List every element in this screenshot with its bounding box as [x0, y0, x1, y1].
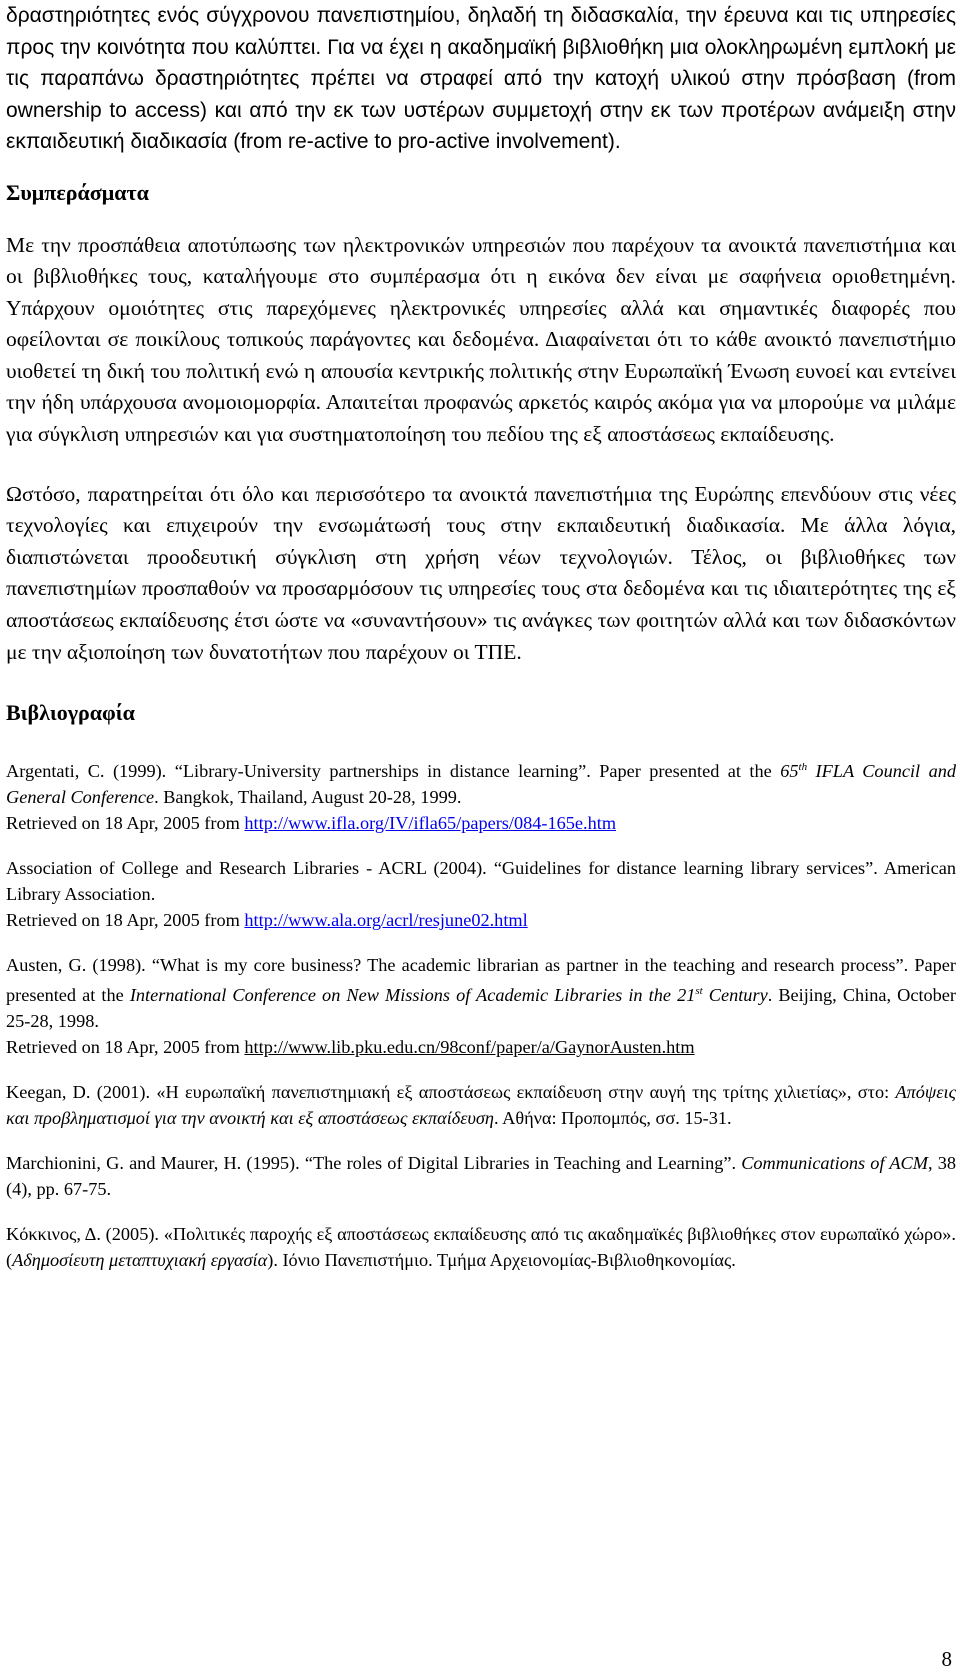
bibliography-heading: Βιβλιογραφία — [6, 700, 135, 726]
intro-paragraph: δραστηριότητες ενός σύγχρονου πανεπιστημίου, δηλαδή τη διδασκαλία, την έρευνα και τις υπηρεσίες προς την κοινότητα που καλύπτει. Για να έχει η ακαδημαϊκή βιβλιοθήκη μια ολοκληρωμένη εμπλοκή με τις παραπάνω δραστηριότητες πρέπει να στραφεί από την κατοχή υλικού στην πρόσβαση (from ownership to access) και από την εκ των υστέρων συμμετοχή στην εκ των προτέρων ανάμειξη στην εκπαιδευτική διαδικασία (from re-active to pro-active involvement). — [6, 4, 956, 153]
conclusions-paragraph-2: Ωστόσο, παρατηρείται ότι όλο και περισσότερο τα ανοικτά πανεπιστήμια της Ευρώπης επενδύουν στις νέες τεχνολογίες και επιχειρούν την ενσωμάτωσή τους στην εκπαιδευτική διαδικασία. Με άλλα λόγια, διαπιστώνεται προοδευτική σύγκλιση στη χρήση νέων τεχνολογιών. Τέλος, οι βιβλιοθήκες των πανεπιστημίων προσπαθούν να προσαρμόσουν τις υπηρεσίες τους στα δεδομένα και τις ιδιαιτερότητες της εξ αποστάσεως εκπαίδευσης έτσι ώστε να «συναντήσουν» τις ανάγκες των φοιτητών αλλά και των διδασκόντων με την αξιοποίηση των δυνατοτήτων που παρέχουν οι ΤΠΕ. — [6, 481, 956, 664]
conclusions-heading: Συμπεράσματα — [6, 179, 149, 205]
reference-item: Marchionini, G. and Maurer, H. (1995). “The roles of Digital Libraries in Teaching and Learning”. Communications of ACM, 38 (4), pp. 67-75. — [6, 1153, 956, 1200]
conclusions-paragraph-1: Με την προσπάθεια αποτύπωσης των ηλεκτρονικών υπηρεσιών που παρέχουν τα ανοικτά πανεπιστήμια και οι βιβλιοθήκες τους, καταλήγουμε στο συμπέρασμα ότι η εικόνα δεν είναι με σαφήνεια οριοθετημένη. Υπάρχουν ομοιότητες στις παρεχόμενες ηλεκτρονικές υπηρεσίες αλλά και σημαντικές διαφορές που οφείλονται σε ποικίλους τοπικούς παράγοντες και δεδομένα. Διαφαίνεται ότι το κάθε ανοικτό πανεπιστήμιο υιοθετεί τη δική του πολιτική ενώ η απουσία κεντρικής πολιτικής στην Ευρωπαϊκή Ένωση ευνοεί και εντείνει την ήδη υπάρχουσα ανομοιομορφία. Απαιτείται προφανώς αρκετός καιρός ακόμα για να μπορούμε να μιλάμε για σύγκλιση υπηρεσιών και για συστηματοποίηση του πεδίου της εξ αποστάσεως εκπαίδευσης. — [6, 232, 956, 447]
reference-item: Κόκκινος, Δ. (2005). «Πολιτικές παροχής εξ αποστάσεως εκπαίδευσης από τις ακαδημαϊκές βιβλιοθήκες στον ευρωπαϊκό χώρο». (Αδημοσίευτη μεταπτυχιακή εργασία). Ιόνιο Πανεπιστήμιο. Τμήμα Αρχειονομίας-Βιβλιοθηκονομίας. — [6, 1224, 956, 1271]
document-page — [6, 0, 956, 1292]
reference-link[interactable]: http://www.lib.pku.edu.cn/98conf/paper/a/GaynorAusten.htm — [244, 1037, 695, 1058]
reference-link[interactable]: http://www.ifla.org/IV/ifla65/papers/084-165e.htm — [244, 813, 617, 834]
reference-item: Association of College and Research Libraries - ACRL (2004). “Guidelines for distance learning library services”. American Library Association. Retrieved on 18 Apr, 2005 from http://www.ala.org/acrl/resjune02.html — [6, 858, 956, 931]
reference-link[interactable]: http://www.ala.org/acrl/resjune02.html — [244, 910, 528, 931]
reference-item: Argentati, C. (1999). “Library-University partnerships in distance learning”. Paper presented at the 65th IFLA Council and General Conference. Bangkok, Thailand, August 20-28, 1999. Retrieved on 18 Apr, 2005 from http://www.ifla.org/IV/ifla65/papers/084-165e.htm — [6, 761, 957, 834]
page-number: 8 — [941, 1647, 952, 1671]
reference-list — [6, 754, 956, 1273]
reference-item: Austen, G. (1998). “What is my core business? The academic librarian as partner in the teaching and research process”. Paper presented at the International Conference on New Missions of Academic Libraries in the 21st Century. Beijing, China, October 25-28, 1998. Retrieved on 18 Apr, 2005 from http://www.lib.pku.edu.cn/98conf/paper/a/GaynorAusten.htm — [6, 955, 957, 1058]
reference-item: Keegan, D. (2001). «Η ευρωπαϊκή πανεπιστημιακή εξ αποστάσεως εκπαίδευση στην αυγή της τρίτης χιλιετίας», στο: Απόψεις και προβληματισμοί για την ανοικτή και εξ αποστάσεως εκπαίδευση. Αθήνα: Προπομπός, σσ. 15-31. — [6, 1082, 956, 1129]
